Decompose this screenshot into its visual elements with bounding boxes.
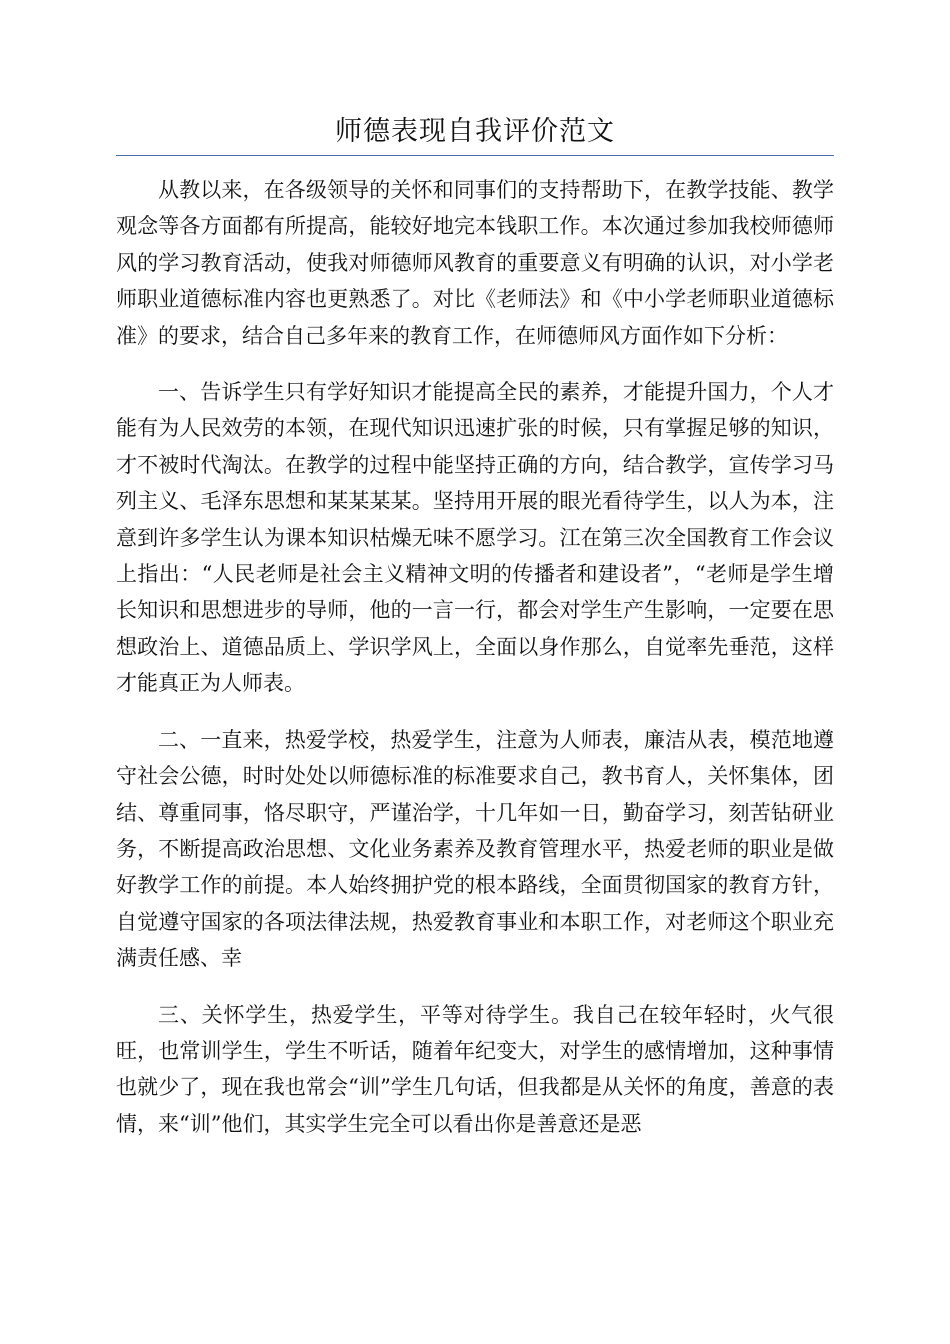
paragraph-section-3: 三、关怀学生，热爱学生，平等对待学生。我自己在较年轻时，火气很旺，也常训学生，学生不听话，随着年纪变大，对学生的感情增加，这种事情也就少了，现在我也常会“训”学生几句话，但我都是从关怀的角度，善意的表情，来“训”他们，其实学生完全可以看出你是善意还是恶 [116,1002,834,1136]
paragraph-section-2: 二、一直来，热爱学校，热爱学生，注意为人师表，廉洁从表，模范地遵守社会公德，时时处处以师德标准的标准要求自己，教书育人，关怀集体，团结、尊重同事，恪尽职守，严谨治学，十几年如一日，勤奋学习，刻苦钻研业务，不断提高政治思想、文化业务素养及教育管理水平，热爱老师的职业是做好教学工作的前提。本人始终拥护党的根本路线，全面贯彻国家的教育方针，自觉遵守国家的各项法律法规，热爱教育事业和本职工作，对老师这个职业充满责任感、幸 [116,727,834,971]
document-title: 师德表现自我评价范文 [335,116,615,147]
title-underline [116,155,834,156]
paragraph-section-1: 一、告诉学生只有学好知识才能提高全民的素养，才能提升国力，个人才能有为人民效劳的本领，在现代知识迅速扩张的时候，只有掌握足够的知识，才不被时代淘汰。在教学的过程中能坚持正确的方向，结合教学，宣传学习马列主义、毛泽东思想和某某某某。坚持用开展的眼光看待学生，以人为本，注意到许多学生认为课本知识枯燥无味不愿学习。江在第三次全国教育工作会议上指出：“人民老师是社会主义精神文明的传播者和建设者”，“老师是学生增长知识和思想进步的导师，他的一言一行，都会对学生产生影响，一定要在思想政治上、道德品质上、学识学风上，全面以身作那么，自觉率先垂范，这样才能真正为人师表。 [116,380,834,696]
paragraph-intro: 从教以来，在各级领导的关怀和同事们的支持帮助下，在教学技能、教学观念等各方面都有所提高，能较好地完本钱职工作。本次通过参加我校师德师风的学习教育活动，使我对师德师风教育的重要意义有明确的认识，对小学老师职业道德标准内容也更熟悉了。对比《老师法》和《中小学老师职业道德标准》的要求，结合自己多年来的教育工作，在师德师风方面作如下分析： [116,178,834,348]
document-body [116,172,834,1162]
